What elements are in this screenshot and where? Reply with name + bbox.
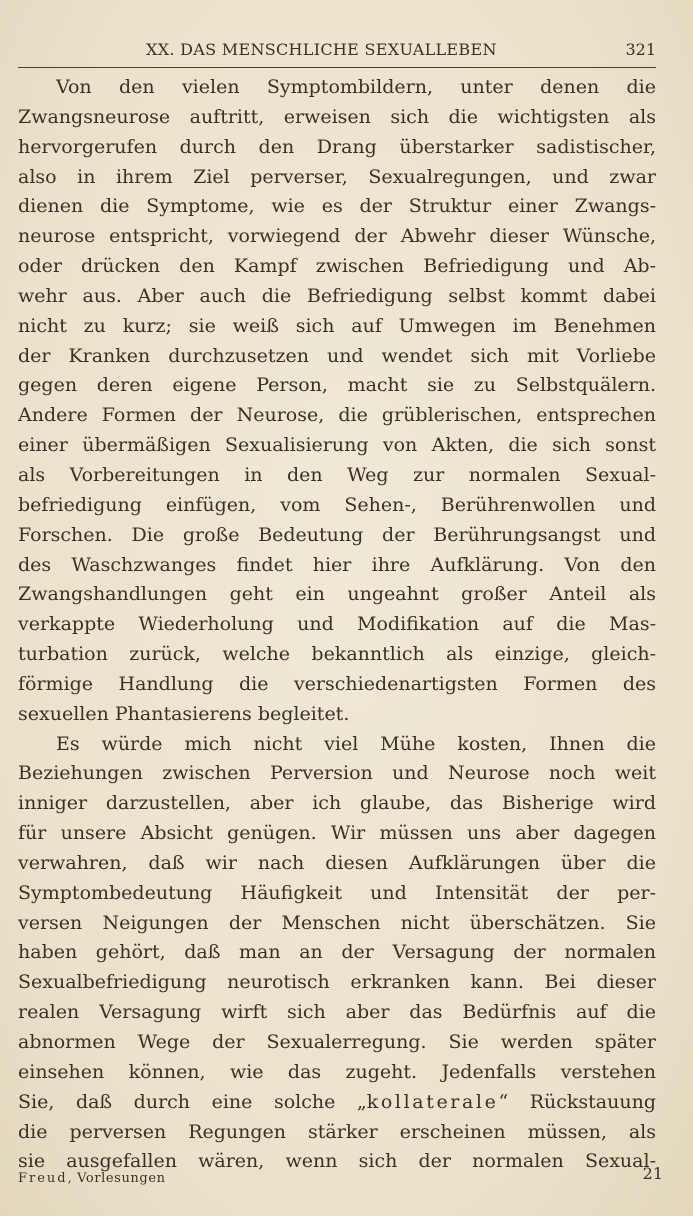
text-line: gegen deren eigene Person, macht sie zu Selbstquälern. xyxy=(18,374,656,397)
text-line: sie ausgefallen wären, wenn sich der normalen Sexual- xyxy=(18,1150,656,1173)
page-number: 321 xyxy=(625,40,656,59)
text-line: inniger darzustellen, aber ich glaube, das Bisherige wird xyxy=(18,792,656,815)
text-line: hervorgerufen durch den Drang überstarker sadistischer, xyxy=(18,135,656,158)
text-line: abnormen Wege der Sexualerregung. Sie werden später xyxy=(18,1031,656,1053)
text-line: neurose entspricht, vorwiegend der Abwehr dieser Wünsche, xyxy=(18,225,656,248)
body-text xyxy=(18,73,656,1177)
text-segment: “ Rückstauung xyxy=(498,1090,656,1113)
footer-author: Freud xyxy=(18,1171,68,1186)
text-line: verwahren, daß wir nach diesen Aufklärungen über die xyxy=(18,851,656,874)
text-line: Andere Formen der Neurose, die grüblerischen, entsprechen xyxy=(18,404,656,427)
text-line: der Kranken durchzusetzen und wendet sich mit Vorliebe xyxy=(18,344,656,367)
text-line: förmige Handlung die verschiedenartigsten Formen des xyxy=(18,672,656,695)
footer-title: Vorlesungen xyxy=(77,1171,166,1186)
text-line: Zwangsneurose auftritt, erweisen sich die wichtigsten als xyxy=(18,105,656,128)
paragraph-1 xyxy=(18,73,656,730)
emphasized-word: kollaterale xyxy=(366,1090,499,1113)
text-line: befriedigung einfügen, vom Sehen-, Berührenwollen und xyxy=(18,493,656,516)
footer-separator: , xyxy=(67,1171,78,1186)
text-line: oder drücken den Kampf zwischen Befriedigung und Ab- xyxy=(18,255,656,278)
text-line: Forschen. Die große Bedeutung der Berührungsangst und xyxy=(18,523,656,546)
running-head: XX. DAS MENSCHLICHE SEXUALLEBEN xyxy=(146,40,497,59)
text-line-kollaterale xyxy=(18,1088,656,1118)
text-line: turbation zurück, welche bekanntlich als einzige, gleich- xyxy=(18,643,656,666)
text-line: einer übermäßigen Sexualisierung von Akten, die sich sonst xyxy=(18,434,656,457)
text-line: haben gehört, daß man an der Versagung der normalen xyxy=(18,941,656,964)
text-line: Es würde mich nicht viel Mühe kosten, Ihnen die xyxy=(56,732,656,755)
text-line: Sexualbefriedigung neurotisch erkranken kann. Bei dieser xyxy=(18,971,656,994)
text-line: dienen die Symptome, wie es der Struktur einer Zwangs- xyxy=(18,195,656,218)
footer-sheet-signature: 21 xyxy=(642,1164,663,1183)
text-line: Symptombedeutung Häufigkeit und Intensität der per- xyxy=(18,881,656,904)
text-line: sexuellen Phantasierens begleitet. xyxy=(18,702,350,725)
text-line: also in ihrem Ziel perverser, Sexualregungen, und zwar xyxy=(18,165,656,188)
text-line: realen Versagung wirft sich aber das Bedürfnis auf die xyxy=(18,1001,656,1024)
text-line: Zwangshandlungen geht ein ungeahnt großer Anteil als xyxy=(18,583,656,606)
text-line: nicht zu kurz; sie weiß sich auf Umwegen im Benehmen xyxy=(18,314,656,337)
text-line: versen Neigungen der Menschen nicht überschätzen. Sie xyxy=(18,911,656,934)
text-line: einsehen können, wie das zugeht. Jedenfalls verstehen xyxy=(18,1060,656,1083)
text-line: die perversen Regungen stärker erscheinen müssen, als xyxy=(18,1120,656,1143)
text-line: für unsere Absicht genügen. Wir müssen uns aber dagegen xyxy=(18,822,656,845)
text-line: verkappte Wiederholung und Modifikation auf die Mas- xyxy=(18,613,656,636)
text-line: wehr aus. Aber auch die Befriedigung selbst kommt dabei xyxy=(18,284,656,307)
text-line: des Waschzwanges findet hier ihre Aufklärung. Von den xyxy=(18,553,656,576)
text-segment: Sie, daß durch eine solche „ xyxy=(18,1090,367,1113)
text-line: Beziehungen zwischen Perversion und Neurose noch weit xyxy=(18,762,656,785)
page-header xyxy=(18,40,656,64)
paragraph-2 xyxy=(18,730,656,1178)
header-rule xyxy=(18,67,656,68)
text-line: Von den vielen Symptombildern, unter denen die xyxy=(56,76,656,98)
footer-signature-line xyxy=(18,1171,166,1186)
text-line: als Vorbereitungen in den Weg zur normalen Sexual- xyxy=(18,463,656,486)
